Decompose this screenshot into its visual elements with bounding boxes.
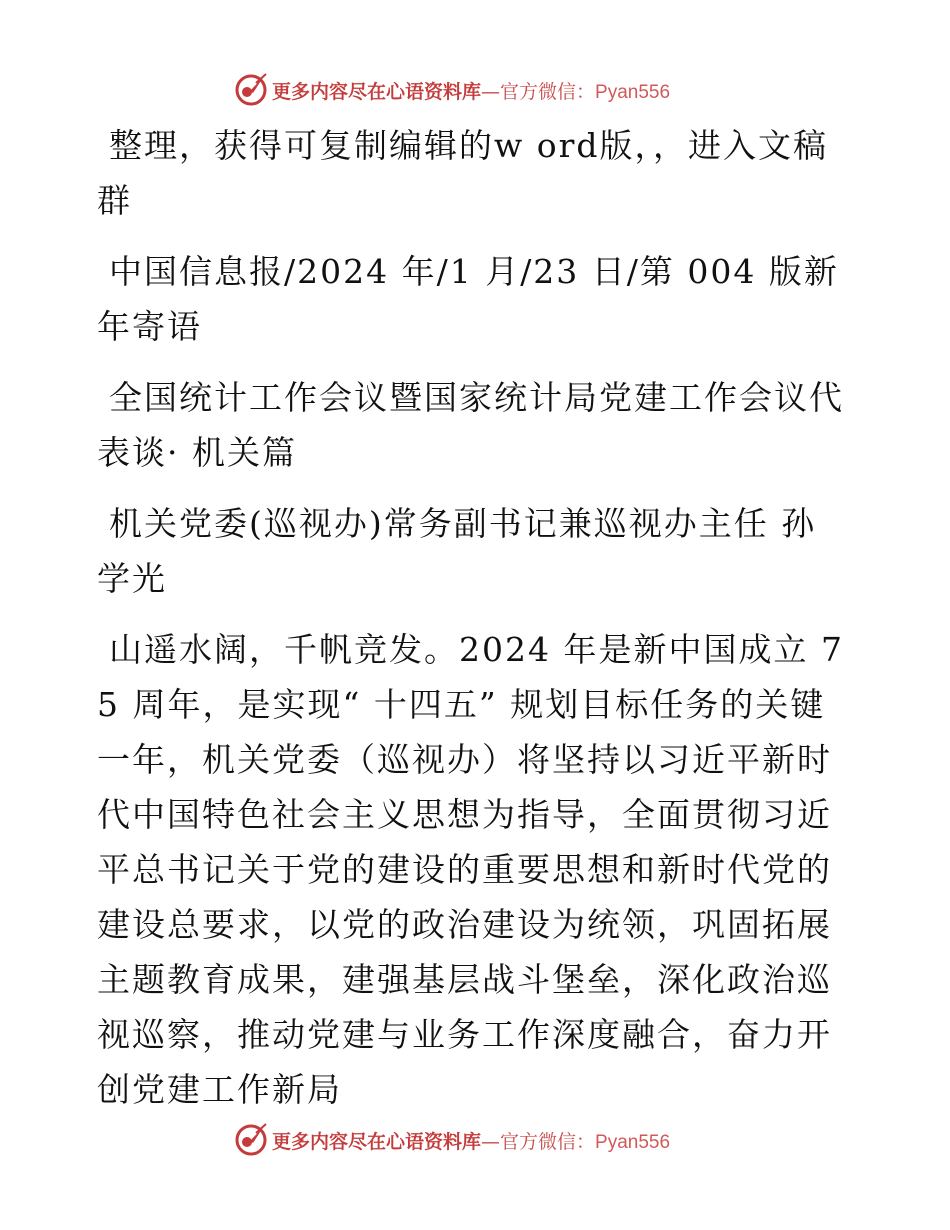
quill-logo-icon <box>234 73 268 107</box>
banner-site-name: 更多内容尽在心语资料库 <box>272 1130 482 1153</box>
quill-logo-icon <box>234 1123 268 1157</box>
doc-paragraph-body: 山遥水阔，千帆竞发。2024 年是新中国成立 75 周年，是实现“ 十四五” 规划目标任务的关键一年，机关党委（巡视办）将坚持以习近平新时代中国特色社会主义思想为指导，全面贯彻习近平总书记关于党的建设的重要思想和新时代党的建设总要求，以党的政治建设为统领，巩固拓展主题教育成果，建强基层战斗堡垒，深化政治巡视巡察，推动党建与业务工作深度融合，奋力开创党建工作新局 <box>97 630 844 1109</box>
banner-text <box>272 77 670 104</box>
banner-account: Pyan556 <box>595 1131 671 1153</box>
header-banner <box>234 72 714 108</box>
banner-site-name: 更多内容尽在心语资料库 <box>272 80 482 103</box>
doc-paragraph-source: 中国信息报/2024 年/1 月/23 日/第 004 版新年寄语 <box>97 252 839 346</box>
banner-dash: — <box>481 1130 501 1153</box>
banner-text <box>272 1127 670 1154</box>
banner-dash: — <box>481 80 501 103</box>
banner-account: Pyan556 <box>595 81 671 103</box>
doc-paragraph-author: 机关党委(巡视办)常务副书记兼巡视办主任 孙学光 <box>97 504 817 598</box>
doc-paragraph-note: 整理，获得可复制编辑的w ord版，，进入文稿群 <box>97 126 829 220</box>
banner-official-label: 官方微信： <box>500 80 596 103</box>
footer-banner <box>234 1122 714 1158</box>
banner-official-label: 官方微信： <box>500 1130 596 1153</box>
document-body <box>97 118 849 1133</box>
doc-paragraph-title: 全国统计工作会议暨国家统计局党建工作会议代表谈· 机关篇 <box>97 378 844 472</box>
